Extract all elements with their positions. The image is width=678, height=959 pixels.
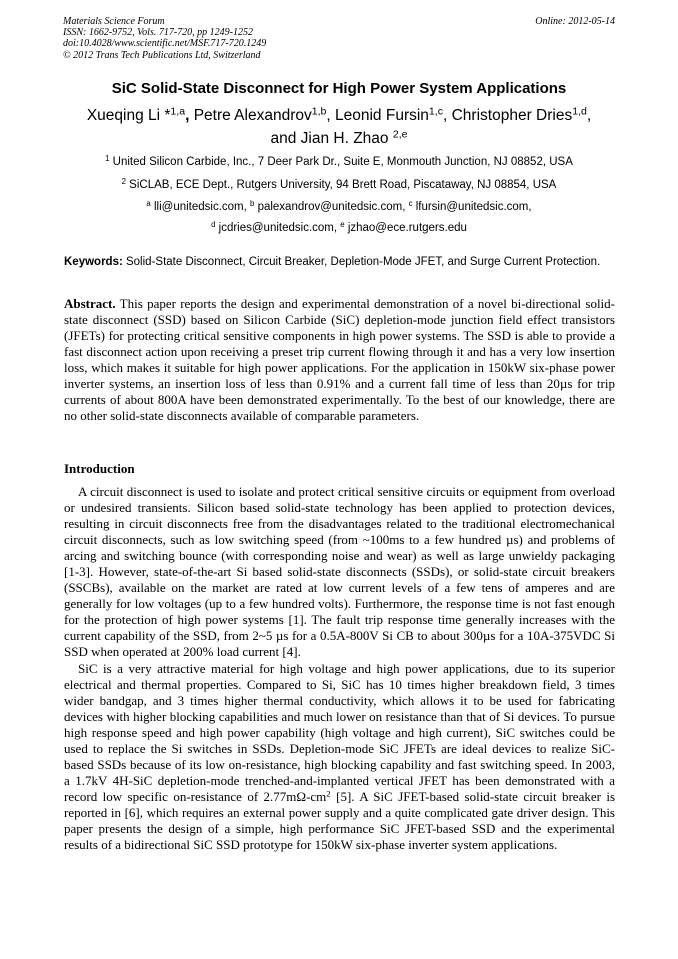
journal-name: Materials Science Forum bbox=[63, 16, 165, 27]
author-name: and Jian H. Zhao bbox=[270, 130, 393, 147]
email-mark: b bbox=[250, 199, 255, 209]
affiliation-mark: 1 bbox=[105, 154, 110, 164]
affiliation-2 bbox=[40, 179, 638, 191]
email-line-1 bbox=[40, 201, 638, 213]
paper-title: SiC Solid-State Disconnect for High Power System Applications bbox=[111, 80, 567, 97]
introduction-heading: Introduction bbox=[64, 461, 135, 476]
email-line-2 bbox=[40, 222, 638, 234]
author-name: Christopher Dries bbox=[451, 107, 573, 124]
email-mark: c bbox=[408, 199, 413, 209]
email-mark: d bbox=[211, 220, 216, 230]
doi-line: doi:10.4028/www.scientific.net/MSF.717-720.1249 bbox=[63, 38, 267, 50]
superscript-exponent: 2 bbox=[326, 788, 331, 799]
affiliation-text: United Silicon Carbide, Inc., 7 Deer Park Dr., Suite E, Monmouth Junction, NJ 08852, USA bbox=[109, 156, 573, 168]
author-separator: , bbox=[442, 107, 452, 124]
author-affiliation-mark: 1,c bbox=[428, 105, 443, 118]
copyright-line: © 2012 Trans Tech Publications Ltd, Switzerland bbox=[63, 49, 261, 61]
introduction-paragraph-1: A circuit disconnect is used to isolate and protect critical sensitive circuits or equipment from overload or undesired transients. Silicon based solid-state technology has been applied to protection devices, resulting in circuit disconnects free from the disadvantages related to the traditional electromechanical circuit disconnects, such as low switching speed (from ~100ms to a few hundred µs) and problems of arcing and switching bounce (with corresponding noise and wear) as well as large unwieldy packaging [1-3]. However, state-of-the-art Si based solid-state disconnects (SSDs), or solid-state circuit breakers (SSCBs), available on the market are rated at low current levels of a few tens of amperes and are generally for low voltages (up to a few hundred volts). Furthermore, the response time is not fast enough for the protection of high power systems [1]. The fault trip response time generally increases with the current capability of the SSD, from 2~5 µs for a 0.5A-800V Si CB to about 300µs for a 10A-375VDC Si SSD when operated at 200% load current [4]. bbox=[64, 484, 615, 659]
keywords-text: Solid-State Disconnect, Circuit Breaker, Depletion-Mode JFET, and Surge Current Protection. bbox=[122, 256, 601, 268]
email-address: palexandrov@unitedsic.com, bbox=[254, 201, 409, 213]
email-address: lli@unitedsic.com, bbox=[150, 201, 251, 213]
paragraph-text: SiC is a very attractive material for high voltage and high power applications, due to its superior electrical and thermal properties. Compared to Si, SiC has 10 times higher breakdown field, 3 times wider bandgap, and 3 times higher thermal conductivity, which allows it to be used for fabricating devices with higher blocking capabilities and much lower on resistance than that of Si devices. To pursue high response speed and high power capability (high voltage and high current), SiC switches could be used to replace the Si switches in SSDs. Depletion-mode SiC JFETs are ideal devices to realize SiC-based SSDs because of its low on-resistance, high blocking capability and fast switching speed. In 2003, a 1.7kV 4H-SiC depletion-mode trenched-and-implanted vertical JFET has been demonstrated with a record low specific on-resistance of 2.77mΩ-cm bbox=[64, 661, 615, 804]
online-date: Online: 2012-05-14 bbox=[535, 16, 615, 27]
author-separator: , bbox=[185, 107, 194, 124]
author-list bbox=[50, 104, 628, 150]
issn-line: ISSN: 1662-9752, Vols. 717-720, pp 1249-1252 bbox=[63, 27, 253, 39]
author-separator: , bbox=[586, 107, 592, 124]
email-address: lfursin@unitedsic.com, bbox=[412, 201, 532, 213]
affiliation-text: SiCLAB, ECE Dept., Rutgers University, 94 Brett Road, Piscataway, NJ 08854, USA bbox=[125, 179, 557, 191]
email-address: jcdries@unitedsic.com, bbox=[215, 222, 341, 234]
author-affiliation-mark: 1,d bbox=[572, 105, 587, 118]
email-address: jzhao@ece.rutgers.edu bbox=[344, 222, 467, 234]
author-affiliation-mark: 1,a bbox=[170, 105, 186, 118]
author-affiliation-mark: 1,b bbox=[311, 105, 327, 118]
author-affiliation-mark: 2,e bbox=[392, 128, 408, 141]
introduction-paragraph-2 bbox=[64, 661, 615, 853]
email-mark: e bbox=[340, 220, 345, 230]
affiliation-mark: 2 bbox=[121, 177, 126, 187]
author-name: Leonid Fursin bbox=[335, 107, 429, 124]
abstract-text: This paper reports the design and experimental demonstration of a novel bi-directional solid-state disconnect (SSD) based on Silicon Carbide (SiC) depletion-mode junction field effect transistors (JFETs) for protecting critical sensitive components in high power systems. The SSD is able to provide a fast disconnect action upon receiving a preset trip current flowing through it and has a very low insertion loss, which makes it suitable for high power applications. For the application in 150kW six-phase power inverter systems, an insertion loss of less than 0.91% and a current fall time of less than 20µs for trip currents of about 800A have been demonstrated experimentally. To the best of our knowledge, there are no other solid-state disconnects available of comparable parameters. bbox=[64, 296, 615, 423]
author-separator: , bbox=[326, 107, 335, 124]
author-name: Petre Alexandrov bbox=[193, 107, 312, 124]
paragraph-text: [5]. A SiC JFET-based solid-state circuit breaker is reported in [6], which requires an external power supply and a quite complicated gate driver design. This paper presents the design of a simple, high performance SiC JFET-based SSD and the experimental results of a bidirectional SiC SSD prototype for 150kW six-phase inverter system applications. bbox=[64, 789, 616, 852]
email-mark: a bbox=[146, 199, 151, 209]
affiliation-1 bbox=[40, 156, 638, 168]
abstract-label: Abstract. bbox=[64, 296, 116, 311]
journal-header bbox=[63, 16, 615, 61]
keywords-section bbox=[64, 255, 615, 270]
author-name: Xueqing Li * bbox=[86, 107, 171, 124]
abstract-section bbox=[64, 296, 615, 424]
keywords-label: Keywords: bbox=[64, 256, 123, 268]
